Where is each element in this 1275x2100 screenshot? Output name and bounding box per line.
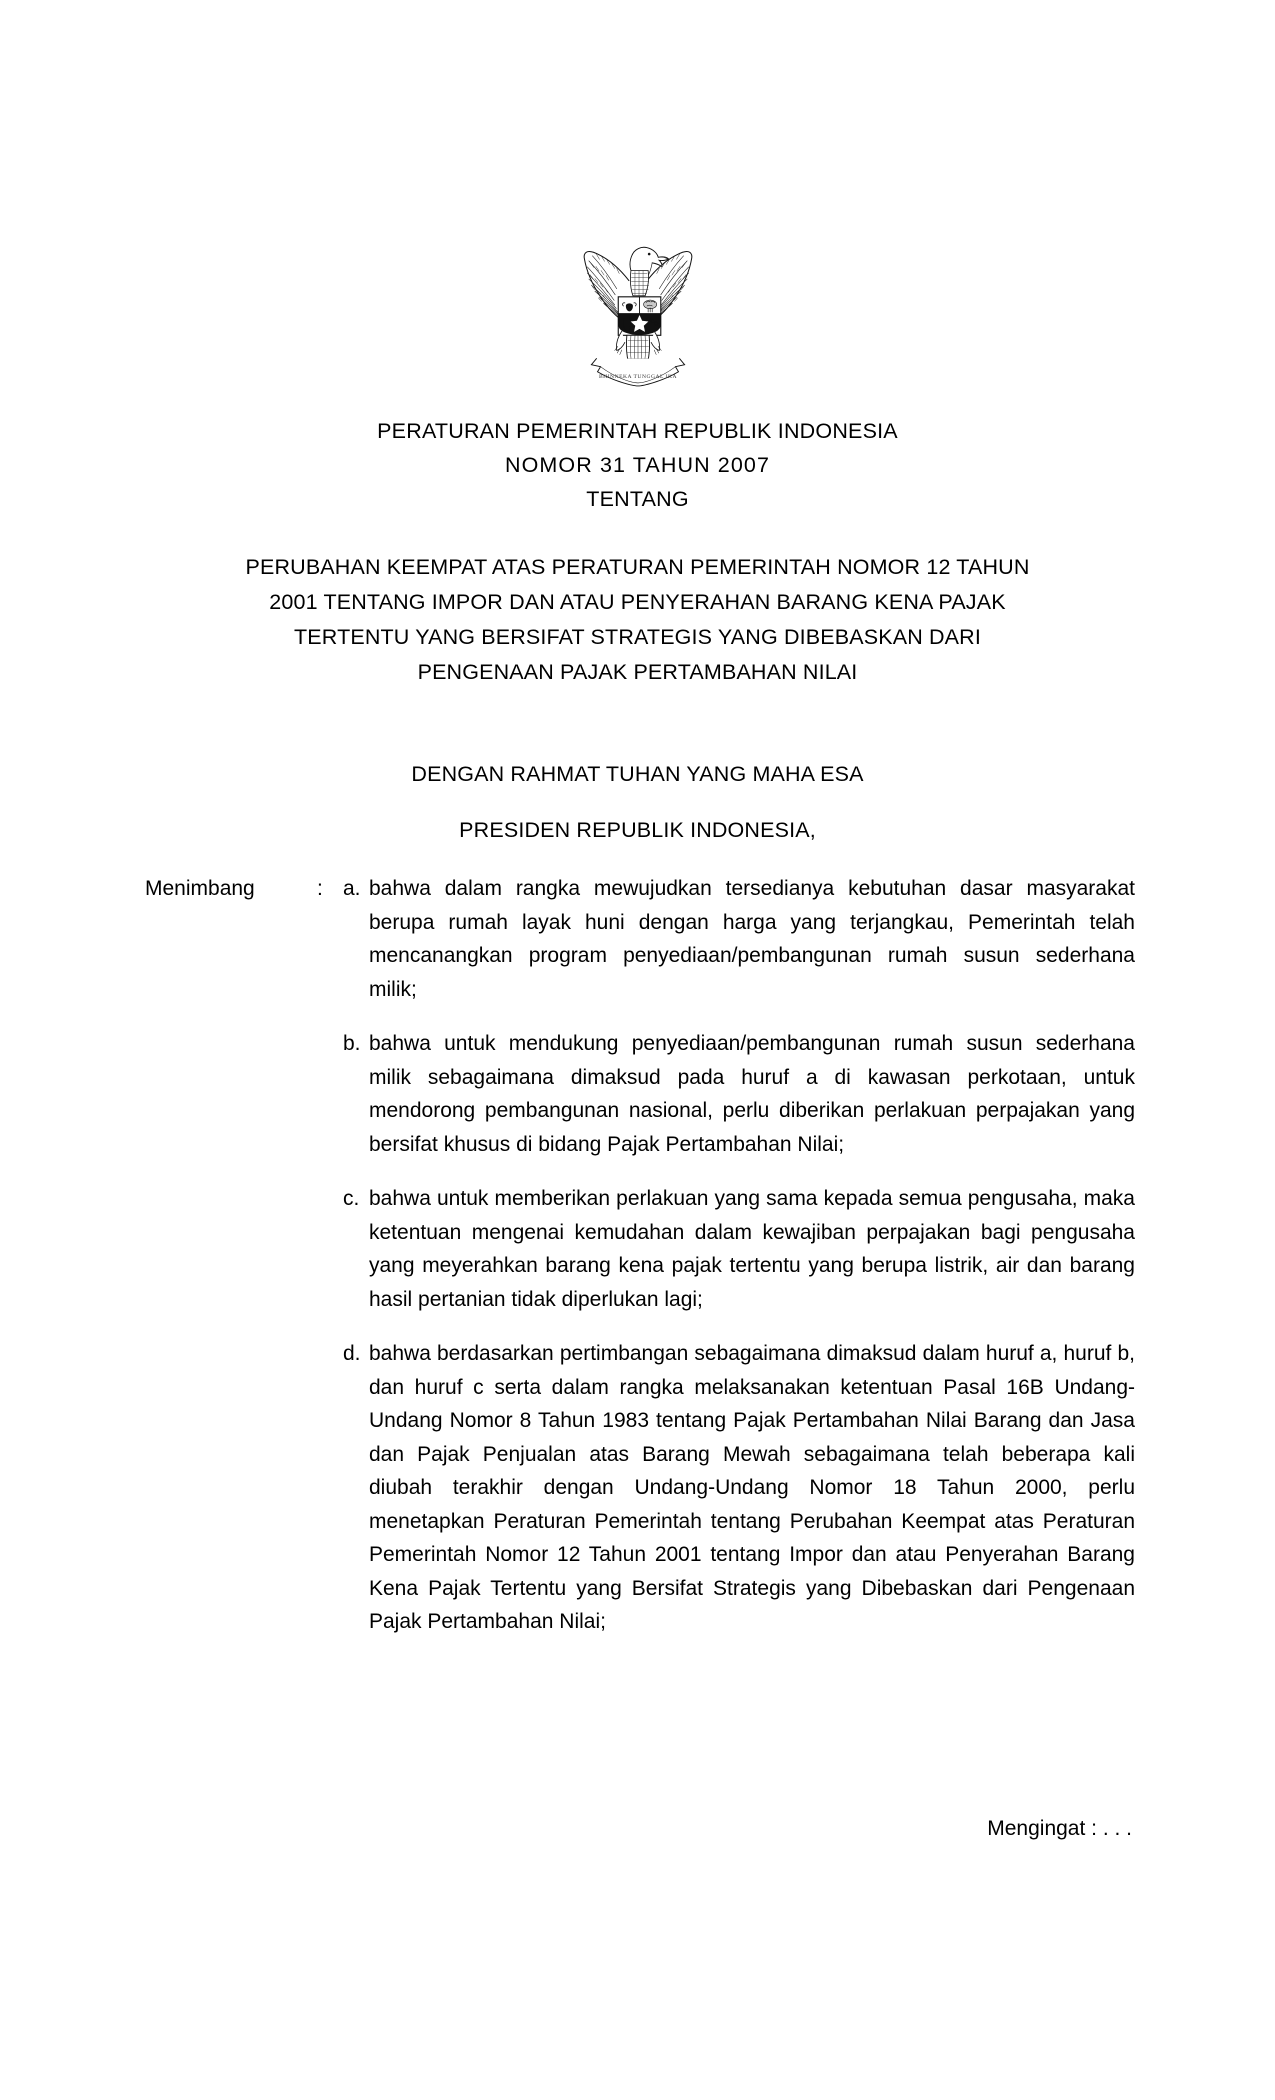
item-marker: a. [343,877,361,900]
garuda-pancasila-emblem [562,232,714,390]
considering-colon: : [317,877,323,900]
list-item [343,1027,1135,1161]
item-text: bahwa untuk mendukung penyediaan/pembangunan rumah susun sederhana milik sebagaimana dimaksud pada huruf a di kawasan perkotaan, untuk mendorong pembangunan nasional, perlu diberikan perlakuan perpajakan yang bersifat khusus di bidang Pajak Pertambahan Nilai; [369,1032,1135,1156]
subject-line-4: PENGENAAN PAJAK PERTAMBAHAN NILAI [417,660,858,684]
item-text: bahwa dalam rangka mewujudkan tersedianya kebutuhan dasar masyarakat berupa rumah layak huni dengan harga yang terjangkau, Pemerintah telah mencanangkan program penyediaan/pembangunan rumah susun sederhana milik; [369,877,1135,1001]
president-line: PRESIDEN REPUBLIK INDONESIA, [459,818,816,842]
considering-items [343,872,1135,1639]
item-marker: c. [343,1187,360,1210]
emblem-container [0,232,1275,390]
subject-line-3: TERTENTU YANG BERSIFAT STRATEGIS YANG DIBEBASKAN DARI [294,625,981,649]
list-item [343,1182,1135,1316]
heading-line-number: NOMOR 31 TAHUN 2007 [504,453,771,477]
list-item [343,1337,1135,1639]
document-heading [72,414,1203,516]
considering-row [145,872,1135,1639]
item-marker: d. [343,1342,361,1365]
item-text: bahwa untuk memberikan perlakuan yang sama kepada semua pengusaha, maka ketentuan mengenai kemudahan dalam kewajiban perpajakan bagi pengusaha yang meyerahkan barang kena pajak tertentu yang berupa listrik, air dan barang hasil pertanian tidak diperlukan lagi; [369,1187,1135,1311]
invocation-line: DENGAN RAHMAT TUHAN YANG MAHA ESA [411,762,864,786]
subject-line-1: PERUBAHAN KEEMPAT ATAS PERATURAN PEMERINTAH NOMOR 12 TAHUN [245,555,1030,579]
item-text: bahwa berdasarkan pertimbangan sebagaimana dimaksud dalam huruf a, huruf b, dan huruf c serta dalam rangka melaksanakan ketentuan Pasal 16B Undang-Undang Nomor 8 Tahun 1983 tentang Pajak Pertambahan Nilai Barang dan Jasa dan Pajak Penjualan atas Barang Mewah sebagaimana telah beberapa kali diubah terakhir dengan Undang-Undang Nomor 18 Tahun 2000, perlu menetapkan Peraturan Pemerintah tentang Perubahan Keempat atas Peraturan Pemerintah Nomor 12 Tahun 2001 tentang Impor dan atau Penyerahan Barang Kena Pajak Tertentu yang Bersifat Strategis yang Dibebaskan dari Pengenaan Pajak Pertambahan Nilai; [369,1342,1135,1633]
document-subject-title [72,550,1203,690]
considering-label: Menimbang [145,877,255,900]
considering-section [145,872,1135,1639]
heading-line-tentang: TENTANG [586,487,689,511]
item-marker: b. [343,1032,361,1055]
list-item [343,872,1135,1006]
svg-text:BHINNEKA TUNGGAL IKA: BHINNEKA TUNGGAL IKA [598,373,677,380]
continuation-note: Mengingat : . . . [987,1817,1132,1840]
subject-line-2: 2001 TENTANG IMPOR DAN ATAU PENYERAHAN BARANG KENA PAJAK [269,590,1006,614]
heading-line-authority: PERATURAN PEMERINTAH REPUBLIK INDONESIA [377,419,898,443]
